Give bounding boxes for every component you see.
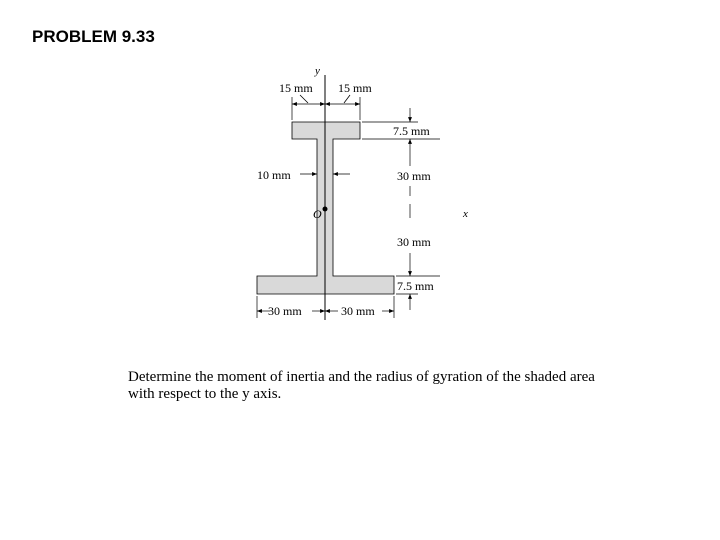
problem-title: PROBLEM 9.33 — [32, 27, 155, 46]
centroid-point — [323, 207, 328, 212]
problem-statement-text: Determine the moment of inertia and the radius of gyration of the shaded area with respect to the y axis. — [128, 369, 595, 402]
dim-top-flange-label: 7.5 mm — [393, 124, 430, 138]
problem-statement — [128, 369, 608, 403]
dim-top-left-leader — [300, 95, 308, 103]
dim-top-left-label: 15 mm — [279, 81, 313, 95]
dim-bottom-right-label: 30 mm — [341, 304, 375, 318]
dim-web-label: 10 mm — [257, 168, 291, 182]
dim-bottom-flange-label: 7.5 mm — [397, 279, 434, 293]
dim-upper-web-label: 30 mm — [397, 169, 431, 183]
y-axis-label: y — [315, 65, 320, 77]
dim-top-right-leader — [344, 95, 350, 103]
dim-lower-web-label: 30 mm — [397, 235, 431, 249]
x-axis-label: x — [463, 208, 468, 220]
origin-label: O — [313, 207, 322, 221]
dim-bottom-left-label: 30 mm — [268, 304, 302, 318]
dim-top-right-label: 15 mm — [338, 81, 372, 95]
